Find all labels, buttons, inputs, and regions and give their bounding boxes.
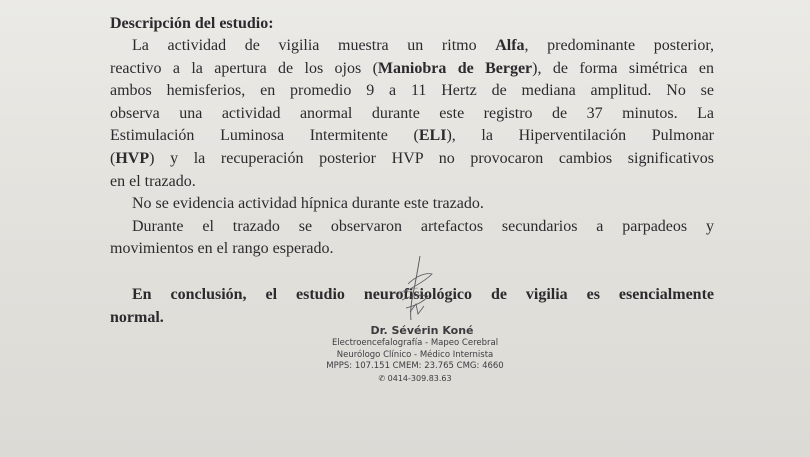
- paragraph-1-line-2: [110, 58, 714, 81]
- doctor-name: Dr. Sévérin Koné: [370, 324, 474, 337]
- text: ), de forma simétrica en: [532, 59, 715, 77]
- paragraph-1-line-1: [110, 35, 714, 58]
- term-hvp: HVP: [115, 149, 150, 167]
- term-maniobra-berger: Maniobra de Berger: [377, 59, 533, 77]
- paragraph-1-line-3: ambos hemisferios, en promedio 9 a 11 Hertz de mediana amplitud. No se: [110, 82, 714, 100]
- term-alfa: Alfa: [495, 37, 525, 54]
- conclusion-line-2: normal.: [110, 309, 164, 326]
- paragraph-2-line-1: No se evidencia actividad hípnica durante este trazado.: [132, 195, 484, 213]
- term-eli: ELI: [418, 127, 447, 145]
- paragraph-2: [110, 193, 714, 216]
- handwritten-signature: [380, 254, 450, 326]
- text: (: [110, 149, 116, 167]
- text: reactivo a la apertura de los ojos (: [110, 59, 378, 77]
- text: La actividad de vigilia muestra un ritmo: [132, 37, 496, 54]
- phone-line: [300, 373, 530, 385]
- specialty-line-2: Neurólogo Clínico - Médico Internista: [336, 349, 494, 360]
- phone-number: 0414-309.83.63: [387, 373, 452, 383]
- paragraph-1-line-6: [110, 148, 714, 171]
- paragraph-3-line-2: movimientos en el rango esperado.: [110, 240, 334, 258]
- paragraph-1-line-5: [110, 125, 714, 148]
- report-body: [110, 12, 714, 261]
- specialty-line-1: Electroencefalografía - Mapeo Cerebral: [331, 338, 499, 348]
- text: ) y la recuperación posterior HVP no provocaron cambios significativos: [149, 149, 714, 167]
- paragraph-1: [110, 35, 714, 193]
- conclusion-line-1: En conclusión, el estudio neurofisiológico de vigilia es esencialmente: [132, 286, 714, 303]
- paragraph-1-line-4: observa una actividad anormal durante este registro de 37 minutos. La: [110, 104, 714, 122]
- paragraph-3-line-1: Durante el trazado se observaron artefactos secundarios a parpadeos y: [132, 217, 714, 235]
- phone-icon: ✆: [378, 373, 386, 383]
- section-heading: Descripción del estudio:: [110, 15, 274, 32]
- text: ), la Hiperventilación Pulmonar: [446, 127, 714, 145]
- registration-numbers: MPPS: 107.151 CMEM: 23.765 CMG: 4660: [326, 361, 504, 371]
- paragraph-1-line-7: en el trazado.: [110, 172, 196, 190]
- signature-stamp: [300, 324, 530, 384]
- text: , predominante posterior,: [524, 37, 715, 54]
- text: Estimulación Luminosa Intermitente (: [110, 127, 419, 145]
